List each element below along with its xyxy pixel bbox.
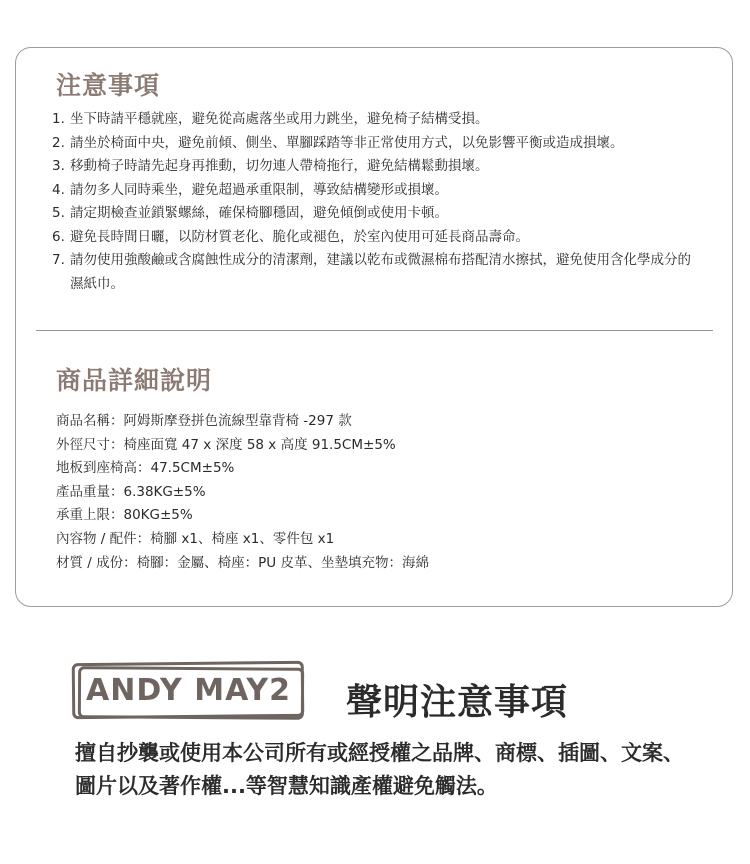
notes-item-number: 4. xyxy=(52,181,65,198)
notes-item-text: 請坐於椅面中央，避免前傾、側坐、單腳踩踏等非正常使用方式，以免影響平衡或造成損壞。 xyxy=(70,134,624,151)
declaration-line: 圖片以及著作權...等智慧知識產權避免觸法。 xyxy=(75,774,498,798)
notes-item-number: 3. xyxy=(52,158,65,174)
notes-item-text: 坐下時請平穩就座，避免從高處落坐或用力跳坐，避免椅子結構受損。 xyxy=(70,111,489,127)
notes-item-number: 5. xyxy=(52,205,65,221)
declaration-line: 擅自抄襲或使用本公司所有或經授權之品牌、商標、插圖、文案、 xyxy=(75,741,684,765)
details-list xyxy=(56,410,429,575)
spec-seat-height: 地板到座椅高：47.5CM±5% xyxy=(56,460,235,477)
notes-item xyxy=(52,179,702,203)
notes-item-text: 避免長時間日曬，以防材質老化、脆化或褪色，於室內使用可延長商品壽命。 xyxy=(70,228,529,245)
notes-item-number: 1. xyxy=(52,111,65,127)
spec-materials: 材質 / 成份：椅腳：金屬、椅座：PU 皮革、坐墊填充物：海綿 xyxy=(56,554,429,571)
notes-title: 注意事項 xyxy=(56,71,161,100)
notes-item-number: 6. xyxy=(52,228,65,245)
notes-item-text: 請勿多人同時乘坐，避免超過承重限制，導致結構變形或損壞。 xyxy=(70,181,448,198)
spec-weight: 產品重量：6.38KG±5% xyxy=(56,483,206,500)
notes-item-number: 7. xyxy=(52,252,65,268)
notes-item xyxy=(52,155,702,179)
notes-item xyxy=(52,202,702,226)
details-title: 商品詳細說明 xyxy=(56,366,213,395)
section-divider xyxy=(36,330,713,331)
notes-item-text: 請勿使用強酸鹼或含腐蝕性成分的清潔劑，建議以乾布或微濕棉布搭配清水擦拭，避免使用含化學成分的濕紙巾。 xyxy=(70,252,691,292)
notes-item-number: 2. xyxy=(52,134,65,151)
spec-product-name: 商品名稱：阿姆斯摩登拼色流線型靠背椅 -297 款 xyxy=(56,413,352,429)
logo-text: ANDY MAY2 xyxy=(86,673,292,708)
spec-contents: 內容物 / 配件：椅腳 x1、椅座 x1、零件包 x1 xyxy=(56,530,335,547)
notes-item xyxy=(52,226,702,250)
declaration-body xyxy=(75,737,695,803)
declaration-title: 聲明注意事項 xyxy=(346,682,569,723)
notes-item xyxy=(52,108,702,132)
brand-logo xyxy=(72,662,310,724)
spec-dimensions: 外徑尺寸：椅座面寬 47 x 深度 58 x 高度 91.5CM±5% xyxy=(56,436,396,453)
notes-item-text: 請定期檢查並鎖緊螺絲，確保椅腳穩固，避免傾倒或使用卡頓。 xyxy=(70,205,448,221)
notes-item-text: 移動椅子時請先起身再推動，切勿連人帶椅拖行，避免結構鬆動損壞。 xyxy=(70,158,489,174)
notes-item xyxy=(52,132,702,156)
product-info-card xyxy=(15,47,733,607)
spec-load-limit: 承重上限：80KG±5% xyxy=(56,507,193,524)
notes-item xyxy=(52,249,702,296)
notes-list xyxy=(52,108,702,296)
